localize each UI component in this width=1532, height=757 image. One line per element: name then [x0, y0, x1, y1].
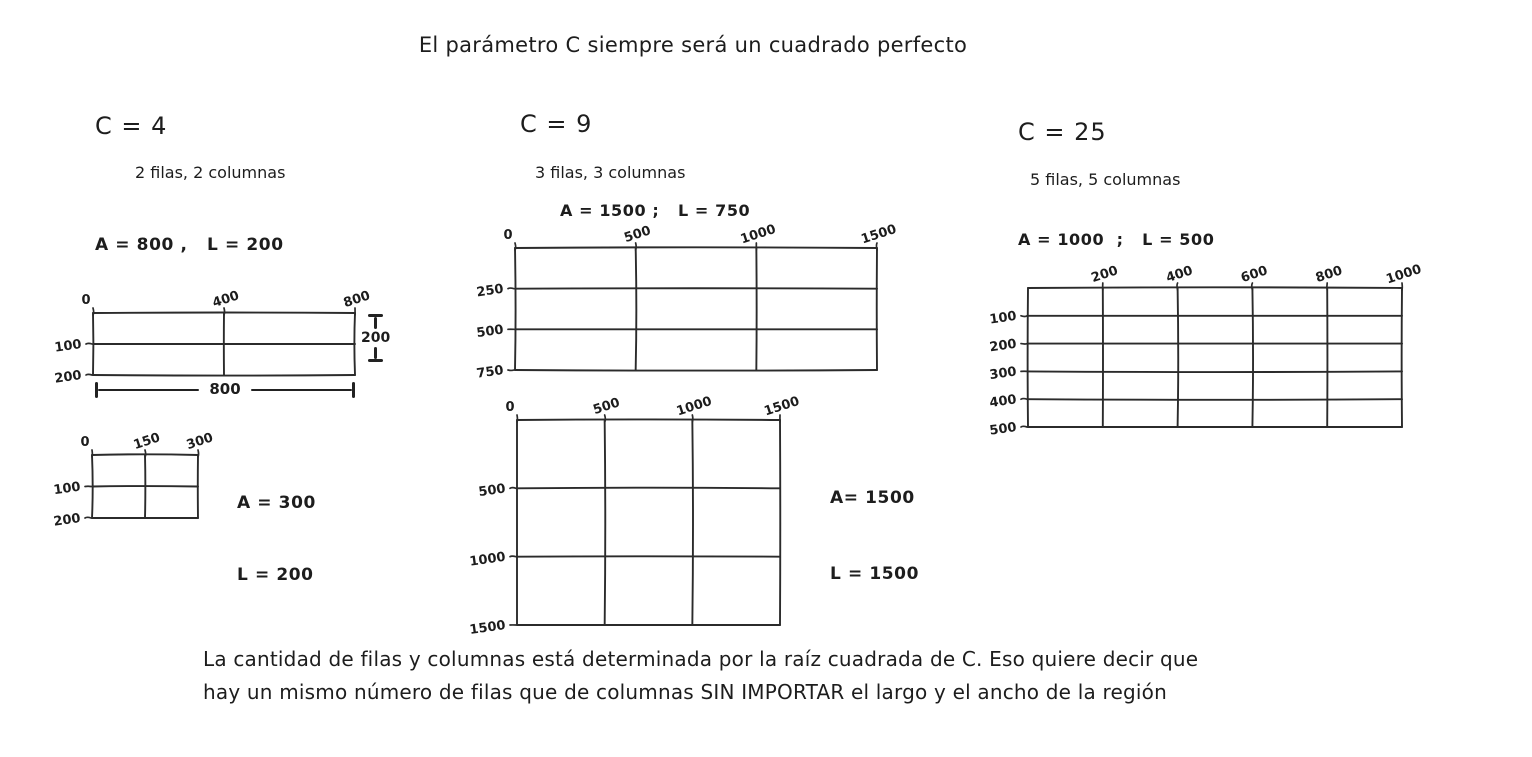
grid-c4-small [52, 430, 216, 530]
height-dimension-marker [361, 314, 390, 362]
svg-text:0: 0 [81, 293, 91, 308]
grid-c4-main [53, 288, 373, 387]
svg-text:200: 200 [1089, 263, 1120, 286]
section-c4-subheading: 2 filas, 2 columnas [135, 163, 286, 182]
section-c9-heading: C = 9 [520, 110, 593, 138]
svg-text:1000: 1000 [1384, 261, 1424, 288]
grid-c9-top [475, 221, 899, 382]
svg-text:0: 0 [505, 400, 515, 415]
svg-text:500: 500 [591, 395, 622, 418]
dimension-line [98, 389, 199, 392]
footer-line-1: La cantidad de filas y columnas está determinada por la raíz cuadrada de C. Eso quiere decir que [203, 647, 1199, 671]
svg-text:500: 500 [622, 223, 653, 246]
result-length: L = 200 [237, 565, 314, 585]
dimension-line [374, 317, 377, 329]
svg-text:1500: 1500 [762, 393, 802, 420]
svg-text:500: 500 [988, 420, 1018, 439]
svg-text:800: 800 [341, 288, 373, 311]
grid-c9-bottom [468, 393, 802, 638]
dimension-line [374, 347, 377, 359]
section-c9-subheading: 3 filas, 3 columnas [535, 163, 686, 182]
svg-text:800: 800 [1313, 263, 1345, 286]
svg-text:300: 300 [988, 364, 1018, 384]
section-c25-subheading: 5 filas, 5 columnas [1030, 170, 1181, 189]
height-dimension-label: 200 [361, 330, 391, 346]
section-c4-formula: A = 800 , L = 200 [95, 235, 284, 255]
footer-note [203, 643, 1198, 709]
dimension-cap [352, 382, 355, 398]
svg-text:400: 400 [210, 288, 242, 311]
svg-text:0: 0 [80, 435, 90, 450]
svg-text:0: 0 [503, 228, 513, 243]
svg-text:100: 100 [52, 479, 82, 499]
svg-text:500: 500 [477, 481, 507, 501]
svg-text:400: 400 [988, 392, 1018, 411]
svg-text:1000: 1000 [674, 393, 714, 420]
svg-text:1500: 1500 [468, 618, 507, 638]
dimension-line [251, 389, 352, 392]
svg-text:1500: 1500 [859, 221, 899, 248]
svg-text:300: 300 [184, 430, 216, 453]
svg-text:500: 500 [475, 322, 505, 342]
grid-c25-main [988, 261, 1424, 439]
svg-text:200: 200 [53, 368, 83, 387]
result-area: A = 300 [237, 493, 316, 513]
svg-text:600: 600 [1239, 263, 1270, 286]
svg-text:750: 750 [475, 363, 505, 382]
width-dimension-label: 800 [209, 380, 241, 398]
section-c25-formula: A = 1000 ; L = 500 [1018, 230, 1215, 249]
svg-text:200: 200 [52, 511, 82, 530]
dimension-cap [368, 359, 383, 362]
svg-text:1000: 1000 [738, 221, 778, 248]
section-c25-heading: C = 25 [1018, 118, 1107, 146]
result-length: L = 1500 [830, 564, 920, 584]
svg-text:250: 250 [475, 281, 505, 301]
section-c9-result [830, 440, 919, 632]
svg-text:1000: 1000 [468, 549, 507, 570]
svg-text:400: 400 [1164, 263, 1195, 286]
section-c4-result [237, 447, 316, 631]
svg-text:150: 150 [131, 430, 163, 453]
section-c9-formula: A = 1500 ; L = 750 [560, 201, 751, 220]
svg-text:200: 200 [988, 336, 1018, 356]
section-c4-heading: C = 4 [95, 112, 168, 140]
width-dimension-marker [95, 381, 355, 399]
svg-text:100: 100 [988, 308, 1018, 328]
result-area: A= 1500 [830, 488, 915, 508]
svg-text:100: 100 [53, 337, 83, 356]
footer-line-2: hay un mismo número de filas que de columnas SIN IMPORTAR el largo y el ancho de la región [203, 680, 1167, 704]
page-title: El parámetro C siempre será un cuadrado perfecto [418, 33, 968, 57]
